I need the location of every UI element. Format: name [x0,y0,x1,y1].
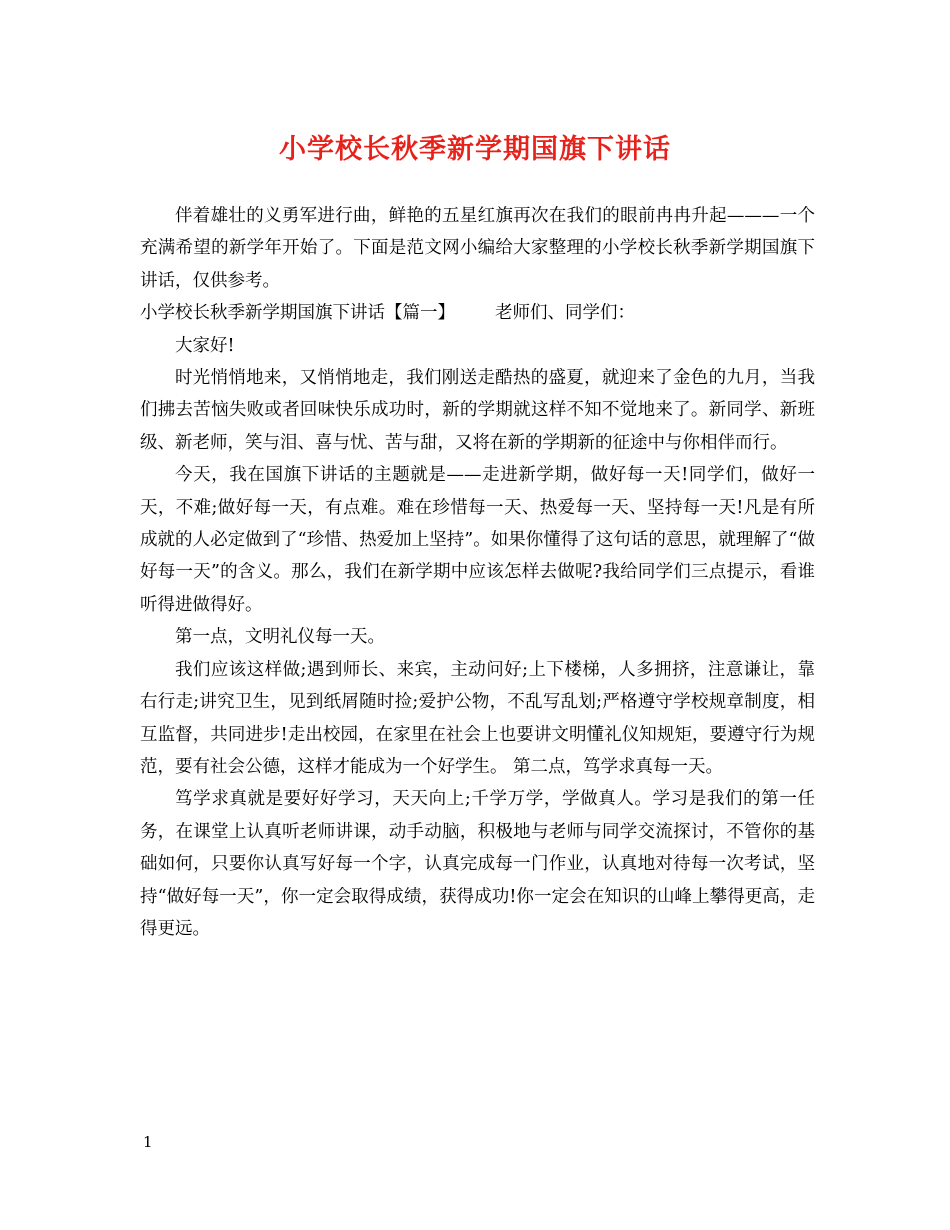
point-one-heading: 第一点，文明礼仪每一天。 [175,627,385,648]
intro-paragraph: 伴着雄壮的义勇军进行曲，鲜艳的五星红旗再次在我们的眼前冉冉升起———一个充满希望的新学年开始了。下面是范文网小编给大家整理的小学校长秋季新学期国旗下讲话，仅供参考。 [140,206,815,291]
section-heading-line [140,297,815,329]
salutation: 老师们、同学们： [495,303,635,324]
body-paragraph-2: 今天，我在国旗下讲话的主题就是——走进新学期，做好每一天!同学们，做好一天，不难;做好每一天，有点难。难在珍惜每一天、热爱每一天、坚持每一天!凡是有所成就的人必定做到了“珍惜、热爱加上坚持”。如果你懂得了这句话的意思，就理解了“做好每一天”的含义。那么，我们在新学期中应该怎样去做呢?我给同学们三点提示，看谁听得进做得好。 [140,465,815,615]
section-heading: 小学校长秋季新学期国旗下讲话【篇一】 [140,303,455,324]
document-title: 小学校长秋季新学期国旗下讲话 [279,134,671,165]
document-body [140,200,815,945]
heading-spacer [455,297,495,329]
body-paragraph-1: 时光悄悄地来，又悄悄地走，我们刚送走酷热的盛夏，就迎来了金色的九月，当我们拂去苦恼失败或者回味快乐成功时，新的学期就这样不知不觉地来了。新同学、新班级、新老师，笑与泪、喜与忧、苦与甜，又将在新的学期新的征途中与你相伴而行。 [140,368,815,453]
greeting: 大家好! [175,335,235,356]
body-paragraph-3: 我们应该这样做;遇到师长、来宾，主动问好;上下楼梯，人多拥挤，注意谦让，靠右行走;讲究卫生，见到纸屑随时捡;爱护公物，不乱写乱划;严格遵守学校规章制度，相互监督，共同进步!走出校园，在家里在社会上也要讲文明懂礼仪知规矩，要遵守行为规范，要有社会公德，这样才能成为一个好学生。 第二点，笃学求真每一天。 [140,659,815,777]
page-number: 1 [143,1133,153,1151]
body-paragraph-4: 笃学求真就是要好好学习，天天向上;千学万学，学做真人。学习是我们的第一任务，在课堂上认真听老师讲课，动手动脑，积极地与老师与同学交流探讨，不管你的基础如何，只要你认真写好每一个字，认真完成每一门作业，认真地对待每一次考试，坚持“做好每一天”，你一定会取得成绩，获得成功!你一定会在知识的山峰上攀得更高，走得更远。 [140,789,815,939]
